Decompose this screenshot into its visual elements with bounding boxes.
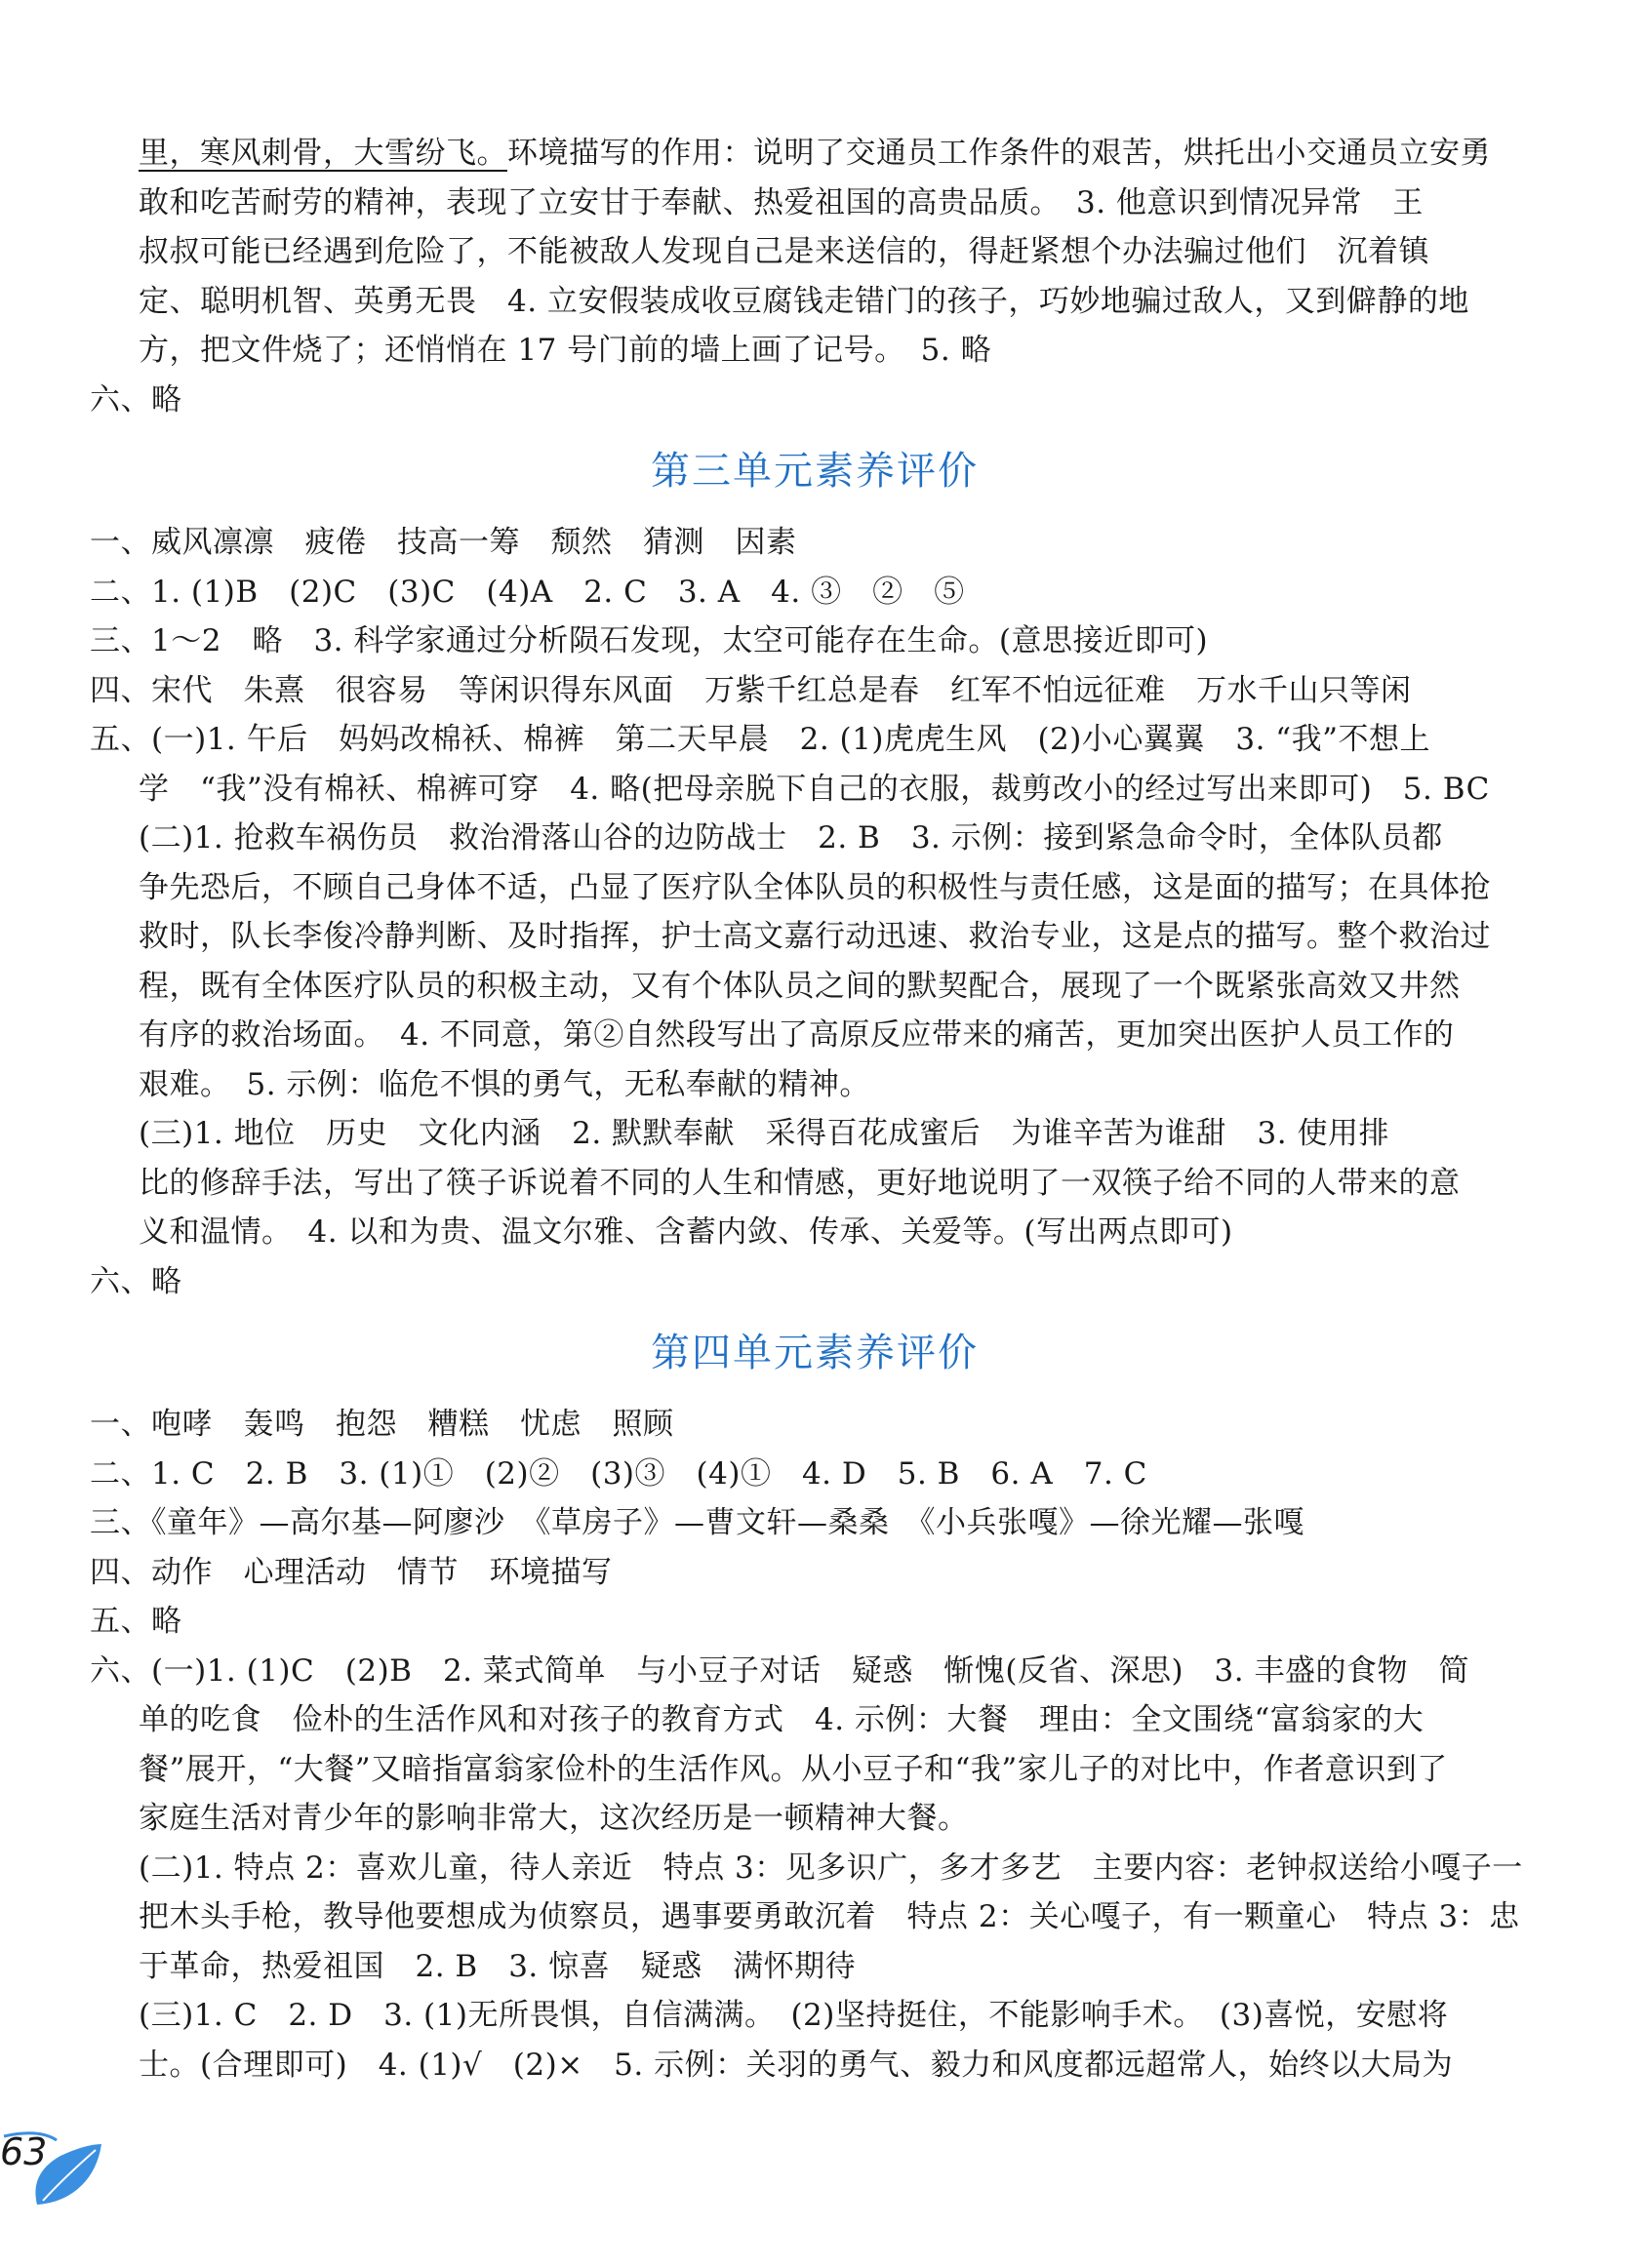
underlined-answer: 里，寒风刺骨，大雪纷飞。 <box>139 136 507 171</box>
text-line: 方，把文件烧了；还悄悄在 17 号门前的墙上画了记号。 5. 略 <box>139 333 992 368</box>
section-title-unit-3: 第三单元素养评价 <box>651 449 979 494</box>
text-line: 学 “我”没有棉袄、棉裤可穿 4. 略(把母亲脱下自己的衣服，裁剪改小的经过写出来即可) 5. BC <box>139 771 1490 807</box>
text-line: 六、(一)1. (1)C (2)B 2. 菜式简单 与小豆子对话 疑惑 惭愧(反省、深思) 3. 丰盛的食物 简 <box>90 1652 1469 1689</box>
text-line: 救时，队长李俊冷静判断、及时指挥，护士高文嘉行动迅速、救治专业，这是点的描写。整个救治过 <box>139 919 1491 954</box>
text-line: 定、聪明机智、英勇无畏 4. 立安假装成收豆腐钱走错门的孩子，巧妙地骗过敌人，又到僻静的地 <box>139 283 1469 319</box>
text-line: 四、动作 心理活动 情节 环境描写 <box>90 1554 613 1590</box>
text-line: 四、宋代 朱熹 很容易 等闲识得东风面 万紫千红总是春 红军不怕远征难 万水千山只等闲 <box>90 672 1412 708</box>
text-line: 比的修辞手法，写出了筷子诉说着不同的人生和情感，更好地说明了一双筷子给不同的人带来的意 <box>139 1165 1461 1201</box>
page-number-badge <box>0 2123 107 2208</box>
text-line: 敢和吃苦耐劳的精神，表现了立安甘于奉献、热爱祖国的高贵品质。 3. 他意识到情况异常 王 <box>139 184 1424 220</box>
text-line: 五、(一)1. 午后 妈妈改棉袄、棉裤 第二天早晨 2. (1)虎虎生风 (2)小心翼翼 3. “我”不想上 <box>90 722 1430 757</box>
text-fragment: 环境描写的作用：说明了交通员工作条件的艰苦，烘托出小交通员立安勇 <box>507 136 1491 171</box>
text-line: 一、咆哮 轰鸣 抱怨 糟糕 忧虑 照顾 <box>90 1407 674 1442</box>
text-line: 二、1. C 2. B 3. (1)① (2)② (3)③ (4)① 4. D 5. B 6. A 7. C <box>90 1455 1147 1492</box>
text-line: 一、威风凛凛 疲倦 技高一筹 颓然 猜测 因素 <box>90 525 797 560</box>
text-line: 程，既有全体医疗队员的积极主动，又有个体队员之间的默契配合，展现了一个既紧张高效又井然 <box>139 968 1461 1004</box>
text-line: 把木头手枪，教导他要想成为侦察员，遇事要勇敢沉着 特点 2：关心嘎子，有一颗童心 特点 3：忠 <box>139 1899 1520 1934</box>
text-line: 二、1. (1)B (2)C (3)C (4)A 2. C 3. A 4. ③ ② ⑤ <box>90 574 965 610</box>
text-line: 义和温情。 4. 以和为贵、温文尔雅、含蓄内敛、传承、关爱等。(写出两点即可) <box>139 1214 1233 1250</box>
text-line: 三、1～2 略 3. 科学家通过分析陨石发现，太空可能存在生命。(意思接近即可) <box>90 623 1209 658</box>
text-line: 单的吃食 俭朴的生活作风和对孩子的教育方式 4. 示例：大餐 理由：全文围绕“富翁家的大 <box>139 1702 1424 1737</box>
text-line <box>90 129 1540 179</box>
section-title-unit-4: 第四单元素养评价 <box>651 1331 979 1375</box>
text-line: 士。(合理即可) 4. (1)√ (2)× 5. 示例：关羽的勇气、毅力和风度都远超常人，始终以大局为 <box>139 2047 1454 2083</box>
text-line: (三)1. C 2. D 3. (1)无所畏惧，自信满满。 (2)坚持挺住，不能影响手术。 (3)喜悦，安慰将 <box>139 1998 1449 2033</box>
text-line: 有序的救治场面。 4. 不同意，第②自然段写出了高原反应带来的痛苦，更加突出医护人员工作的 <box>139 1017 1455 1053</box>
text-line: 六、略 <box>90 1263 182 1299</box>
text-line: 于革命，热爱祖国 2. B 3. 惊喜 疑惑 满怀期待 <box>139 1948 857 1984</box>
answer-page <box>90 129 1540 2089</box>
text-line: 艰难。 5. 示例：临危不惧的勇气，无私奉献的精神。 <box>139 1066 870 1102</box>
text-line: 餐”展开，“大餐”又暗指富翁家俭朴的生活作风。从小豆子和“我”家儿子的对比中，作者意识到了 <box>139 1751 1448 1787</box>
text-line: (二)1. 抢救车祸伤员 救治滑落山谷的边防战士 2. B 3. 示例：接到紧急命令时，全体队员都 <box>139 820 1443 855</box>
text-line: 三、《童年》—高尔基—阿廖沙 《草房子》—曹文轩—桑桑 《小兵张嘎》—徐光耀—张嘎 <box>90 1505 1304 1540</box>
text-line: 家庭生活对青少年的影响非常大，这次经历是一顿精神大餐。 <box>139 1801 969 1836</box>
text-line: (二)1. 特点 2：喜欢儿童，待人亲近 特点 3：见多识广，多才多艺 主要内容：老钟叔送给小嘎子一 <box>139 1850 1523 1886</box>
text-line: 叔叔可能已经遇到危险了，不能被敌人发现自己是来送信的，得赶紧想个办法骗过他们 沉着镇 <box>139 234 1429 269</box>
text-line: (三)1. 地位 历史 文化内涵 2. 默默奉献 采得百花成蜜后 为谁辛苦为谁甜 3. 使用排 <box>139 1116 1389 1151</box>
text-line: 六、略 <box>90 381 182 418</box>
text-line: 五、略 <box>90 1604 182 1639</box>
page-number: 63 <box>0 2130 48 2173</box>
text-line: 争先恐后，不顾自己身体不适，凸显了医疗队全体队员的积极性与责任感，这是面的描写；在具体抢 <box>139 869 1491 905</box>
